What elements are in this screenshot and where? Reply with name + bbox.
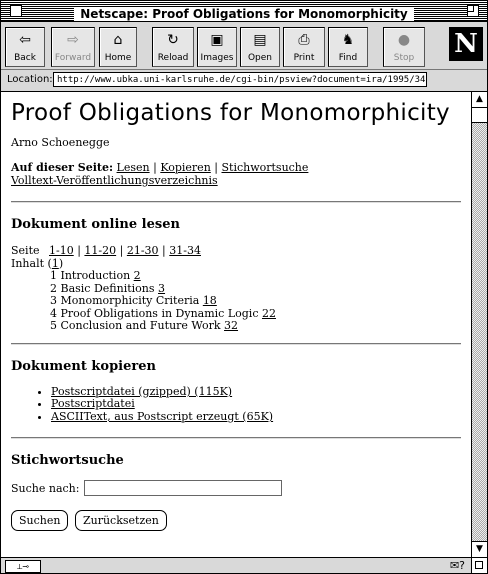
toc-page-link[interactable]: 22: [261, 306, 276, 320]
download-link[interactable]: Postscriptdatei: [51, 397, 135, 411]
table-of-contents: [50, 270, 461, 333]
toc-page-link[interactable]: 32: [224, 319, 239, 333]
toc-item: 5 Conclusion and Future Work 32: [50, 319, 239, 333]
resize-grow-box-icon[interactable]: [471, 558, 487, 573]
back-button[interactable]: ⇦ Back: [5, 27, 45, 67]
find-icon: ♞: [341, 32, 355, 48]
page-range-link[interactable]: 21-30: [126, 244, 159, 257]
inhalt-link[interactable]: 1: [51, 257, 59, 270]
nav-link-stichwortsuche[interactable]: Stichwortsuche: [221, 161, 309, 174]
nav-link-lesen[interactable]: Lesen: [116, 161, 150, 174]
toc-page-link[interactable]: 3: [158, 281, 166, 295]
toc-item: 3 Monomorphicity Criteria 18: [50, 294, 217, 308]
inhalt-label: Inhalt: [11, 257, 45, 270]
open-icon: ▤: [253, 32, 267, 48]
download-link[interactable]: ASCIIText, aus Postscript erzeugt (65K): [51, 409, 274, 423]
security-icon[interactable]: ⟂⊸: [5, 560, 41, 573]
inhalt-row: Inhalt (1): [11, 257, 64, 270]
open-button[interactable]: ▤ Open: [240, 27, 280, 67]
forward-button[interactable]: ⇨ Forward: [51, 27, 95, 67]
location-label: Location:: [7, 74, 53, 85]
toc-item: 1 Introduction 2: [50, 269, 141, 282]
author: Arno Schoenegge: [11, 136, 110, 149]
nav-link-kopieren[interactable]: Kopieren: [160, 161, 211, 174]
search-input[interactable]: [84, 480, 282, 496]
divider: [11, 437, 461, 439]
toc-item: 2 Basic Definitions 3: [50, 281, 166, 295]
search-form: [11, 480, 461, 531]
zoom-box[interactable]: [467, 5, 479, 17]
images-icon: ▣: [210, 32, 224, 48]
forward-icon: ⇨: [67, 32, 79, 48]
location-bar: [1, 70, 487, 92]
back-icon: ⇦: [19, 32, 31, 48]
download-list: [11, 386, 461, 424]
find-button[interactable]: ♞ Find: [328, 27, 368, 67]
home-icon: ⌂: [113, 32, 123, 48]
reload-icon: ↻: [167, 32, 179, 48]
stop-icon: ●: [397, 32, 411, 48]
toc-page-link[interactable]: 18: [202, 294, 217, 308]
section-heading-search: Stichwortsuche: [11, 453, 124, 469]
toc-item: 4 Proof Obligations in Dynamic Logic 22: [50, 306, 276, 320]
section-heading-copy: Dokument kopieren: [11, 358, 156, 374]
seite-label: Seite: [11, 244, 40, 257]
print-icon: ⎙: [298, 32, 310, 48]
page-range-link[interactable]: 1-10: [49, 244, 74, 257]
section-heading-read: Dokument online lesen: [11, 217, 180, 232]
search-reset-button[interactable]: Zurücksetzen: [75, 510, 167, 531]
search-submit-button[interactable]: Suchen: [11, 510, 68, 531]
nav-label: Auf dieser Seite:: [11, 161, 114, 174]
stop-button[interactable]: ● Stop: [383, 27, 425, 67]
location-input[interactable]: http://www.ubka.uni-karlsruhe.de/cgi-bin/psview?document=ira/1995/34: [53, 72, 427, 87]
print-button[interactable]: ⎙ Print: [283, 27, 325, 67]
toc-page-link[interactable]: 2: [133, 269, 141, 282]
page-range-link[interactable]: 11-20: [84, 244, 117, 257]
netscape-logo: N: [449, 27, 483, 61]
home-button[interactable]: ⌂ Home: [99, 27, 137, 67]
scroll-up-arrow-icon[interactable]: ▲: [472, 92, 487, 108]
scroll-thumb[interactable]: [472, 108, 487, 123]
page-content: [1, 92, 471, 557]
title-bar[interactable]: [1, 1, 487, 22]
divider: [11, 201, 461, 203]
page-range-link[interactable]: 31-34: [169, 244, 201, 257]
page-nav: Auf dieser Seite: Lesen | Kopieren | Stichwortsuche Volltext-Veröffentlichungsverzeichnis: [11, 161, 309, 187]
reload-button[interactable]: ↻ Reload: [152, 27, 194, 67]
page-range-row: Seite 1-10 | 11-20 | 21-30 | 31-34: [11, 244, 201, 257]
list-item: [51, 411, 461, 424]
scroll-down-arrow-icon[interactable]: ▼: [472, 541, 487, 557]
toolbar: [1, 22, 487, 70]
images-button[interactable]: ▣ Images: [197, 27, 237, 67]
status-bar: [1, 557, 487, 574]
page-title: Proof Obligations for Monomorphicity: [11, 100, 450, 126]
window-title: Netscape: Proof Obligations for Monomorphicity: [74, 7, 413, 21]
vertical-scrollbar[interactable]: [471, 92, 487, 557]
nav-link-verzeichnis[interactable]: Volltext-Veröffentlichungsverzeichnis: [11, 174, 218, 187]
divider: [11, 343, 461, 345]
search-label: Suche nach:: [11, 481, 80, 495]
mail-icon[interactable]: ✉?: [449, 559, 465, 572]
download-link[interactable]: Postscriptdatei (gzipped) (115K): [51, 384, 233, 398]
